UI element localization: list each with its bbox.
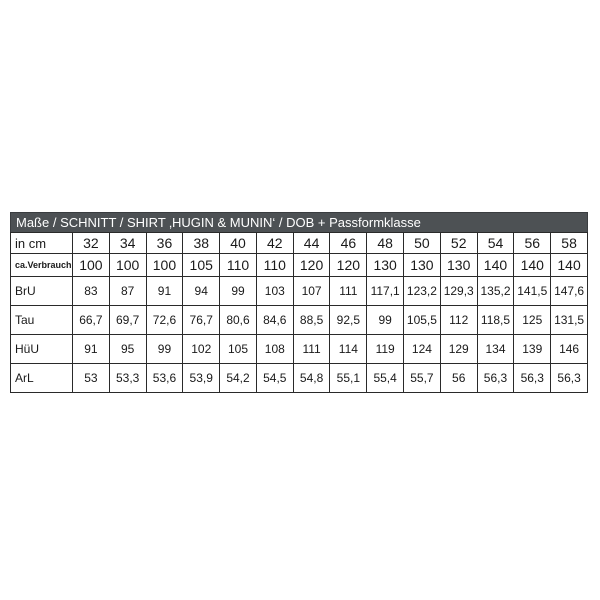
table-cell: 129,3 — [440, 277, 477, 306]
table-cell: 110 — [256, 254, 293, 277]
table-cell: 56 — [440, 364, 477, 393]
size-header-cell: 50 — [404, 233, 441, 254]
table-cell: 94 — [183, 277, 220, 306]
size-header-cell: 40 — [220, 233, 257, 254]
table-cell: 110 — [220, 254, 257, 277]
table-cell: 55,7 — [404, 364, 441, 393]
table-cell: 123,2 — [404, 277, 441, 306]
table-cell: 131,5 — [551, 306, 588, 335]
table-cell: 84,6 — [256, 306, 293, 335]
table-cell: 130 — [440, 254, 477, 277]
table-cell: 53,3 — [109, 364, 146, 393]
table-cell: 102 — [183, 335, 220, 364]
table-cell: 129 — [440, 335, 477, 364]
size-header-cell: 34 — [109, 233, 146, 254]
table-cell: 80,6 — [220, 306, 257, 335]
table-cell: 105 — [220, 335, 257, 364]
size-table-body — [11, 233, 588, 393]
table-cell: 91 — [73, 335, 110, 364]
table-cell: 118,5 — [477, 306, 514, 335]
size-header-cell: 48 — [367, 233, 404, 254]
size-header-cell: 54 — [477, 233, 514, 254]
chart-title: Maße / SCHNITT / SHIRT ‚HUGIN & MUNIN‘ / DOB + Passformklasse — [10, 212, 588, 232]
table-cell: 111 — [330, 277, 367, 306]
size-table — [10, 232, 588, 393]
table-cell: 53 — [73, 364, 110, 393]
table-cell: 141,5 — [514, 277, 551, 306]
table-cell: 54,2 — [220, 364, 257, 393]
table-cell: 130 — [367, 254, 404, 277]
table-row — [11, 364, 588, 393]
table-cell: 140 — [551, 254, 588, 277]
table-cell: 100 — [146, 254, 183, 277]
table-cell: 55,4 — [367, 364, 404, 393]
row-label: Tau — [11, 306, 73, 335]
table-cell: 69,7 — [109, 306, 146, 335]
table-cell: 140 — [477, 254, 514, 277]
size-header-cell: 52 — [440, 233, 477, 254]
table-cell: 56,3 — [477, 364, 514, 393]
table-cell: 95 — [109, 335, 146, 364]
table-cell: 120 — [293, 254, 330, 277]
size-header-cell: 44 — [293, 233, 330, 254]
size-chart — [10, 212, 588, 393]
table-cell: 87 — [109, 277, 146, 306]
table-cell: 105,5 — [404, 306, 441, 335]
table-cell: 100 — [73, 254, 110, 277]
table-cell: 117,1 — [367, 277, 404, 306]
table-row — [11, 254, 588, 277]
row-label: ca.Verbrauch — [11, 254, 73, 277]
table-cell: 108 — [256, 335, 293, 364]
table-cell: 114 — [330, 335, 367, 364]
table-cell: 92,5 — [330, 306, 367, 335]
unit-label: in cm — [11, 233, 73, 254]
row-label: ArL — [11, 364, 73, 393]
table-cell: 134 — [477, 335, 514, 364]
row-label: BrU — [11, 277, 73, 306]
table-cell: 147,6 — [551, 277, 588, 306]
table-cell: 100 — [109, 254, 146, 277]
size-header-cell: 56 — [514, 233, 551, 254]
table-cell: 119 — [367, 335, 404, 364]
table-cell: 112 — [440, 306, 477, 335]
table-cell: 105 — [183, 254, 220, 277]
table-cell: 130 — [404, 254, 441, 277]
table-cell: 140 — [514, 254, 551, 277]
table-cell: 76,7 — [183, 306, 220, 335]
table-cell: 88,5 — [293, 306, 330, 335]
table-cell: 83 — [73, 277, 110, 306]
table-cell: 107 — [293, 277, 330, 306]
table-cell: 120 — [330, 254, 367, 277]
size-header-cell: 32 — [73, 233, 110, 254]
table-cell: 54,8 — [293, 364, 330, 393]
table-cell: 99 — [220, 277, 257, 306]
table-cell: 135,2 — [477, 277, 514, 306]
table-cell: 146 — [551, 335, 588, 364]
table-cell: 55,1 — [330, 364, 367, 393]
table-cell: 56,3 — [551, 364, 588, 393]
size-header-cell: 46 — [330, 233, 367, 254]
table-cell: 124 — [404, 335, 441, 364]
size-header-cell: 36 — [146, 233, 183, 254]
table-cell: 53,6 — [146, 364, 183, 393]
table-cell: 139 — [514, 335, 551, 364]
row-label: HüU — [11, 335, 73, 364]
size-header-cell: 42 — [256, 233, 293, 254]
size-header-row — [11, 233, 588, 254]
table-cell: 99 — [146, 335, 183, 364]
table-cell: 72,6 — [146, 306, 183, 335]
table-row — [11, 306, 588, 335]
table-cell: 66,7 — [73, 306, 110, 335]
size-header-cell: 38 — [183, 233, 220, 254]
table-cell: 54,5 — [256, 364, 293, 393]
table-row — [11, 335, 588, 364]
table-cell: 103 — [256, 277, 293, 306]
table-cell: 99 — [367, 306, 404, 335]
table-row — [11, 277, 588, 306]
table-cell: 53,9 — [183, 364, 220, 393]
table-cell: 91 — [146, 277, 183, 306]
table-cell: 125 — [514, 306, 551, 335]
table-cell: 56,3 — [514, 364, 551, 393]
table-cell: 111 — [293, 335, 330, 364]
size-header-cell: 58 — [551, 233, 588, 254]
